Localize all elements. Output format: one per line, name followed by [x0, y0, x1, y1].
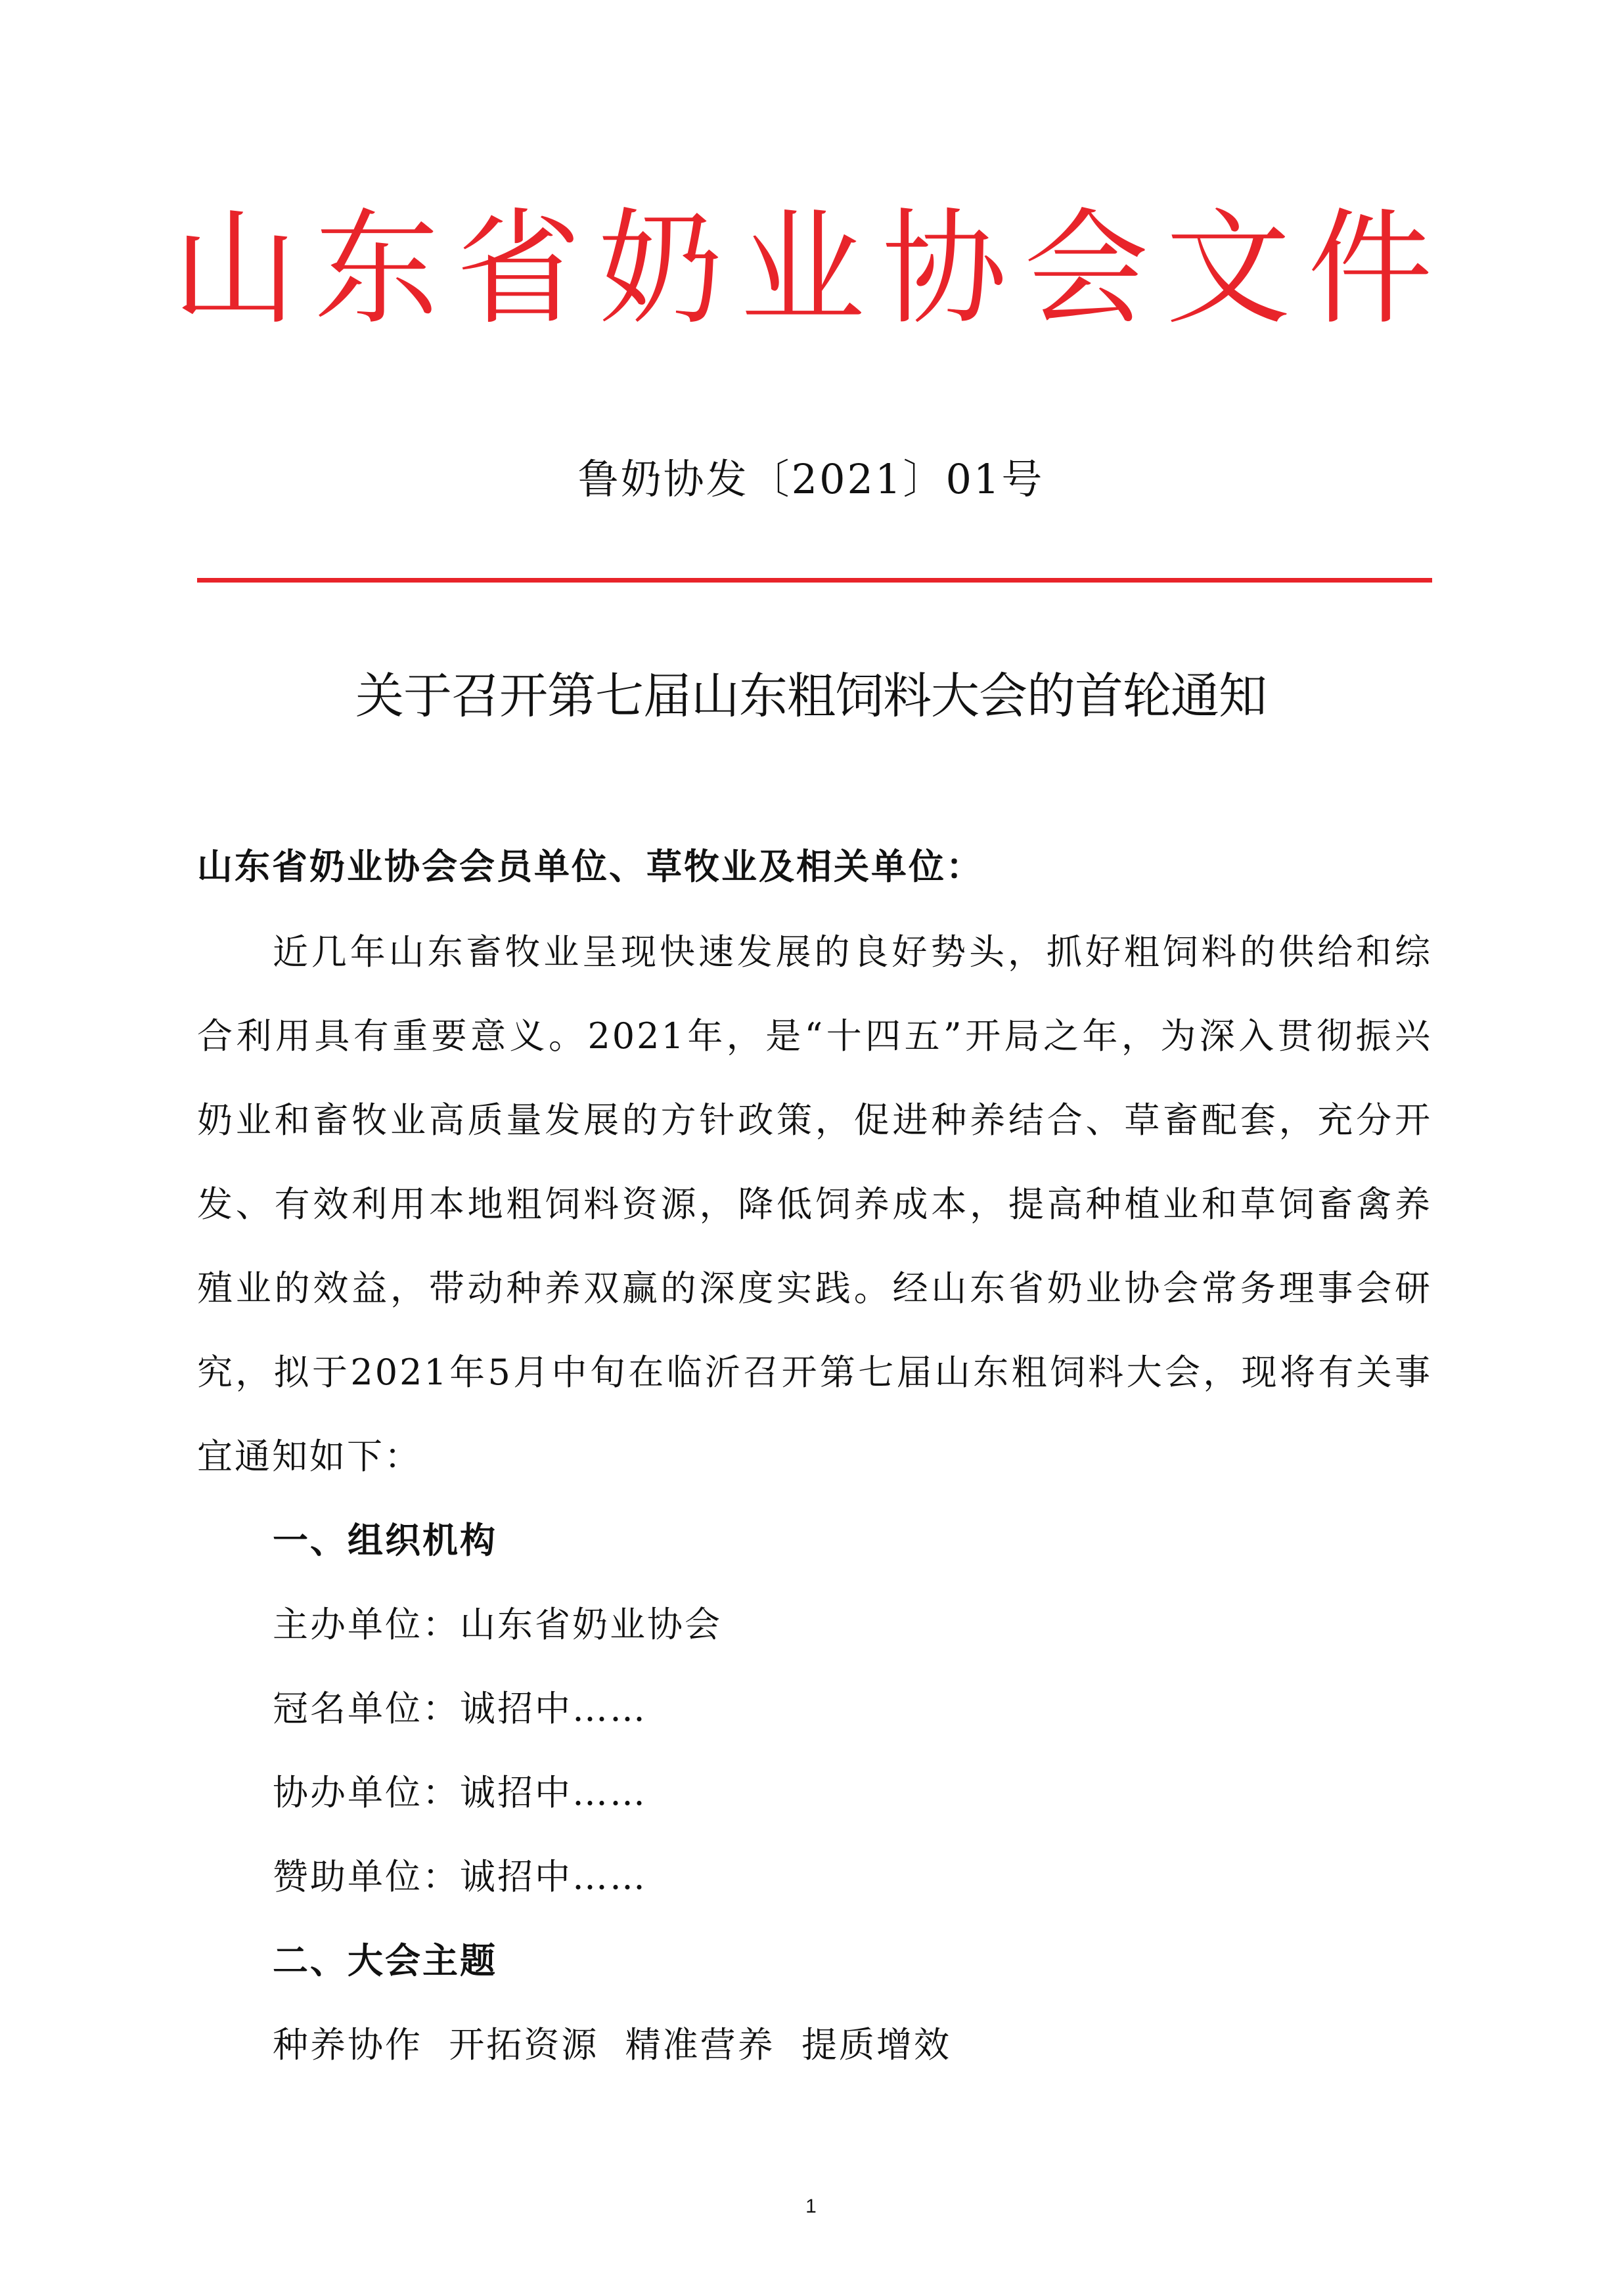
red-divider-line [197, 578, 1432, 583]
intro-line: 发、有效利用本地粗饲料资源，降低饲养成本，提高种植业和草饲畜禽养 [197, 1183, 1432, 1225]
section-heading-organization: 一、组织机构 [273, 1520, 497, 1561]
notice-title: 关于召开第七届山东粗饲料大会的首轮通知 [355, 668, 1267, 724]
section-heading-theme: 二、大会主题 [273, 1940, 497, 1981]
intro-line: 近几年山东畜牧业呈现快速发展的良好势头，抓好粗饲料的供给和综 [273, 931, 1432, 973]
document-masthead: 山东省奶业协会文件 [172, 196, 1450, 342]
organization-item: 协办单位：诚招中…… [273, 1772, 647, 1813]
intro-line: 殖业的效益，带动种养双赢的深度实践。经山东省奶业协会常务理事会研 [197, 1268, 1432, 1309]
organization-item: 主办单位：山东省奶业协会 [273, 1604, 722, 1645]
intro-line: 宜通知如下： [197, 1436, 422, 1477]
organization-item: 冠名单位：诚招中…… [273, 1688, 647, 1729]
intro-line: 奶业和畜牧业高质量发展的方针政策，促进种养结合、草畜配套，充分开 [197, 1099, 1432, 1141]
organization-item: 赞助单位：诚招中…… [273, 1856, 647, 1897]
intro-line: 合利用具有重要意义。2021年，是“十四五”开局之年，为深入贯彻振兴 [197, 1015, 1432, 1057]
intro-line: 究，拟于2021年5月中旬在临沂召开第七届山东粗饲料大会，现将有关事 [197, 1352, 1432, 1393]
document-number: 鲁奶协发〔2021〕01号 [577, 455, 1045, 503]
page-number: 1 [805, 2196, 817, 2217]
conference-theme: 种养协作 开拓资源 精准营养 提质增效 [273, 2024, 951, 2065]
salutation: 山东省奶业协会会员单位、草牧业及相关单位： [197, 846, 983, 887]
